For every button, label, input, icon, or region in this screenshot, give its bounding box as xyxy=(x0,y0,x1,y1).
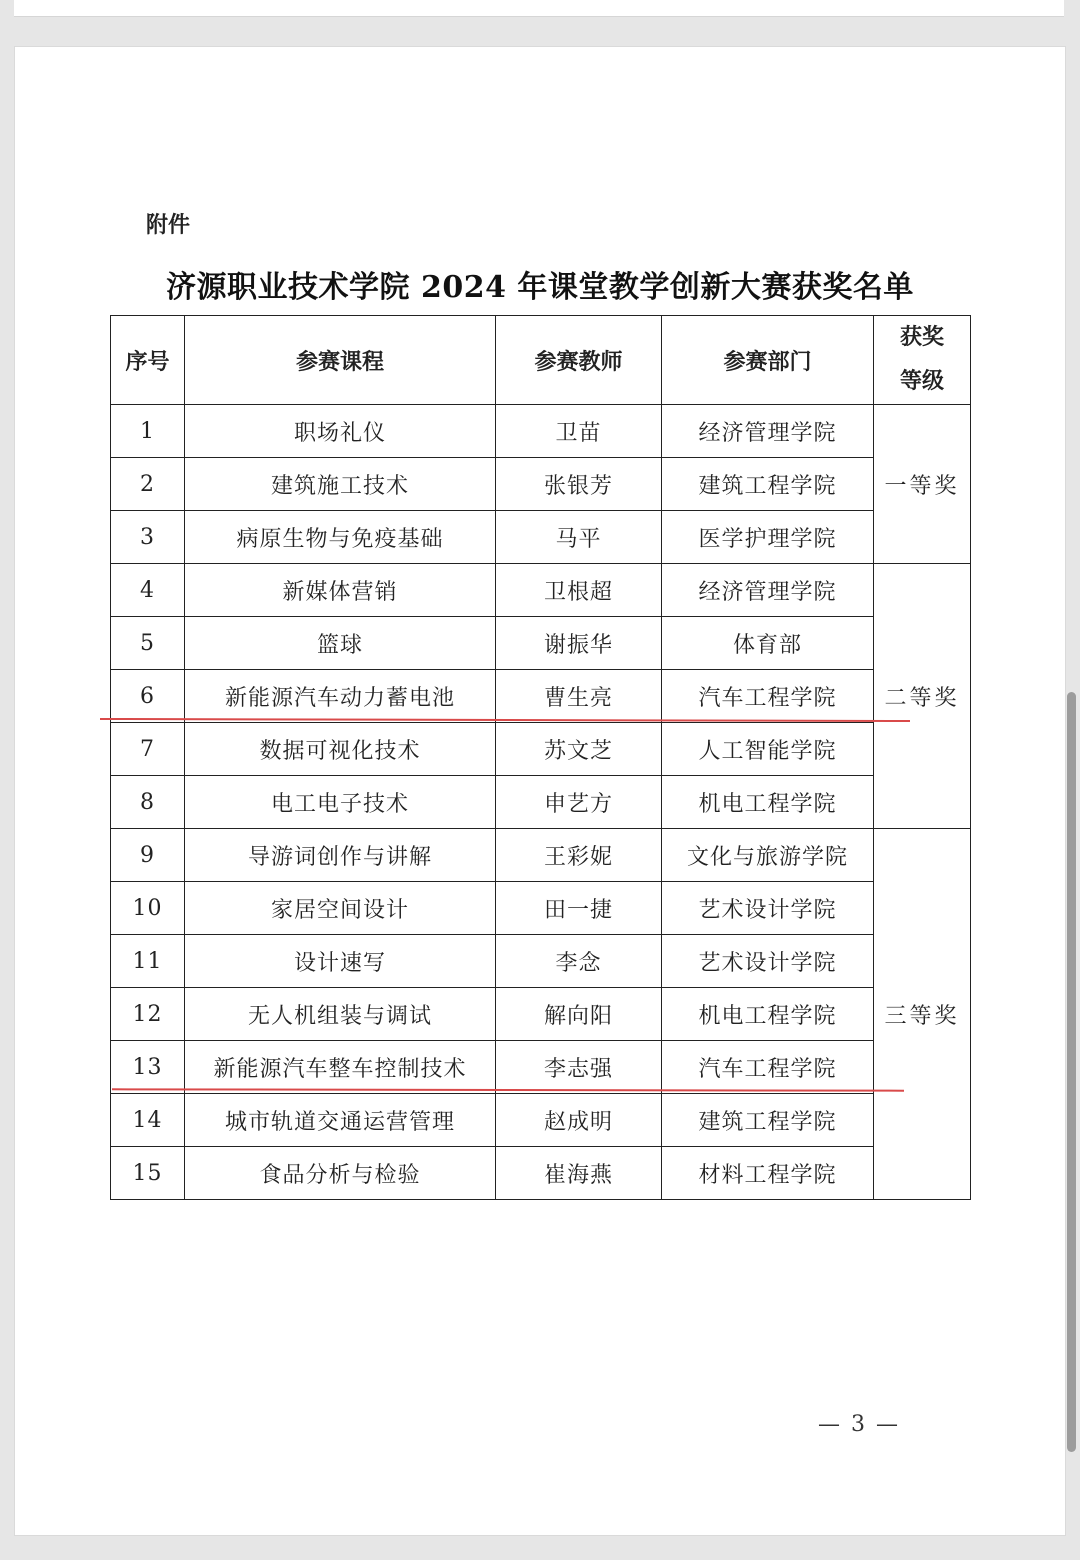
cell-department: 汽车工程学院 xyxy=(662,670,874,723)
table-row xyxy=(111,882,971,935)
header-department: 参赛部门 xyxy=(662,316,874,405)
cell-department: 体育部 xyxy=(662,617,874,670)
award-first-prize: 一等奖 xyxy=(874,405,971,564)
cell-department: 经济管理学院 xyxy=(662,405,874,458)
page-number: — 3 — xyxy=(818,1412,900,1437)
table-row xyxy=(111,405,971,458)
cell-no: 10 xyxy=(111,882,185,935)
table-row xyxy=(111,1041,971,1094)
cell-teacher: 张银芳 xyxy=(496,458,662,511)
cell-department: 建筑工程学院 xyxy=(662,458,874,511)
cell-course: 城市轨道交通运营管理 xyxy=(185,1094,496,1147)
cell-no: 14 xyxy=(111,1094,185,1147)
cell-teacher: 曹生亮 xyxy=(496,670,662,723)
table-row xyxy=(111,511,971,564)
cell-department: 材料工程学院 xyxy=(662,1147,874,1200)
cell-no: 15 xyxy=(111,1147,185,1200)
cell-course: 新媒体营销 xyxy=(185,564,496,617)
cell-course: 建筑施工技术 xyxy=(185,458,496,511)
cell-no: 6 xyxy=(111,670,185,723)
table-row xyxy=(111,458,971,511)
cell-no: 12 xyxy=(111,988,185,1041)
cell-teacher: 赵成明 xyxy=(496,1094,662,1147)
cell-course: 设计速写 xyxy=(185,935,496,988)
award-third-prize: 三等奖 xyxy=(874,829,971,1200)
cell-course: 无人机组装与调试 xyxy=(185,988,496,1041)
cell-department: 机电工程学院 xyxy=(662,776,874,829)
header-award xyxy=(874,316,971,405)
table-row xyxy=(111,1147,971,1200)
cell-department: 艺术设计学院 xyxy=(662,935,874,988)
cell-teacher: 李志强 xyxy=(496,1041,662,1094)
table-header-row xyxy=(111,316,971,405)
document-title: 济源职业技术学院 2024 年课堂教学创新大赛获奖名单 xyxy=(166,270,914,305)
previous-page-edge xyxy=(14,0,1064,17)
cell-department: 医学护理学院 xyxy=(662,511,874,564)
table-row xyxy=(111,829,971,882)
cell-course: 职场礼仪 xyxy=(185,405,496,458)
header-course: 参赛课程 xyxy=(185,316,496,405)
cell-no: 7 xyxy=(111,723,185,776)
table-row xyxy=(111,564,971,617)
scrollbar-thumb[interactable] xyxy=(1067,692,1076,1452)
cell-teacher: 马平 xyxy=(496,511,662,564)
cell-no: 8 xyxy=(111,776,185,829)
cell-department: 机电工程学院 xyxy=(662,988,874,1041)
table-row xyxy=(111,670,971,723)
cell-course: 新能源汽车整车控制技术 xyxy=(185,1041,496,1094)
header-award-line2: 等级 xyxy=(899,369,944,394)
cell-course: 家居空间设计 xyxy=(185,882,496,935)
cell-teacher: 崔海燕 xyxy=(496,1147,662,1200)
cell-no: 4 xyxy=(111,564,185,617)
cell-department: 人工智能学院 xyxy=(662,723,874,776)
table-row xyxy=(111,723,971,776)
cell-teacher: 谢振华 xyxy=(496,617,662,670)
table-row xyxy=(111,776,971,829)
table-row xyxy=(111,935,971,988)
awards-table xyxy=(110,315,971,1200)
cell-department: 建筑工程学院 xyxy=(662,1094,874,1147)
cell-teacher: 苏文芝 xyxy=(496,723,662,776)
cell-course: 数据可视化技术 xyxy=(185,723,496,776)
header-no: 序号 xyxy=(111,316,185,405)
cell-no: 3 xyxy=(111,511,185,564)
table-row xyxy=(111,617,971,670)
cell-course: 导游词创作与讲解 xyxy=(185,829,496,882)
cell-course: 新能源汽车动力蓄电池 xyxy=(185,670,496,723)
cell-course: 食品分析与检验 xyxy=(185,1147,496,1200)
cell-no: 9 xyxy=(111,829,185,882)
cell-course: 电工电子技术 xyxy=(185,776,496,829)
cell-department: 艺术设计学院 xyxy=(662,882,874,935)
cell-department: 文化与旅游学院 xyxy=(662,829,874,882)
cell-teacher: 申艺方 xyxy=(496,776,662,829)
cell-department: 经济管理学院 xyxy=(662,564,874,617)
table-row xyxy=(111,988,971,1041)
cell-no: 2 xyxy=(111,458,185,511)
cell-no: 13 xyxy=(111,1041,185,1094)
table-row xyxy=(111,1094,971,1147)
cell-teacher: 解向阳 xyxy=(496,988,662,1041)
cell-department: 汽车工程学院 xyxy=(662,1041,874,1094)
cell-teacher: 李念 xyxy=(496,935,662,988)
cell-course: 篮球 xyxy=(185,617,496,670)
attachment-label: 附件 xyxy=(146,213,191,238)
cell-no: 11 xyxy=(111,935,185,988)
cell-no: 5 xyxy=(111,617,185,670)
award-second-prize: 二等奖 xyxy=(874,564,971,829)
cell-teacher: 卫根超 xyxy=(496,564,662,617)
cell-teacher: 田一捷 xyxy=(496,882,662,935)
cell-no: 1 xyxy=(111,405,185,458)
cell-course: 病原生物与免疫基础 xyxy=(185,511,496,564)
cell-teacher: 王彩妮 xyxy=(496,829,662,882)
header-teacher: 参赛教师 xyxy=(496,316,662,405)
cell-teacher: 卫苗 xyxy=(496,405,662,458)
header-award-line1: 获奖 xyxy=(899,325,944,350)
